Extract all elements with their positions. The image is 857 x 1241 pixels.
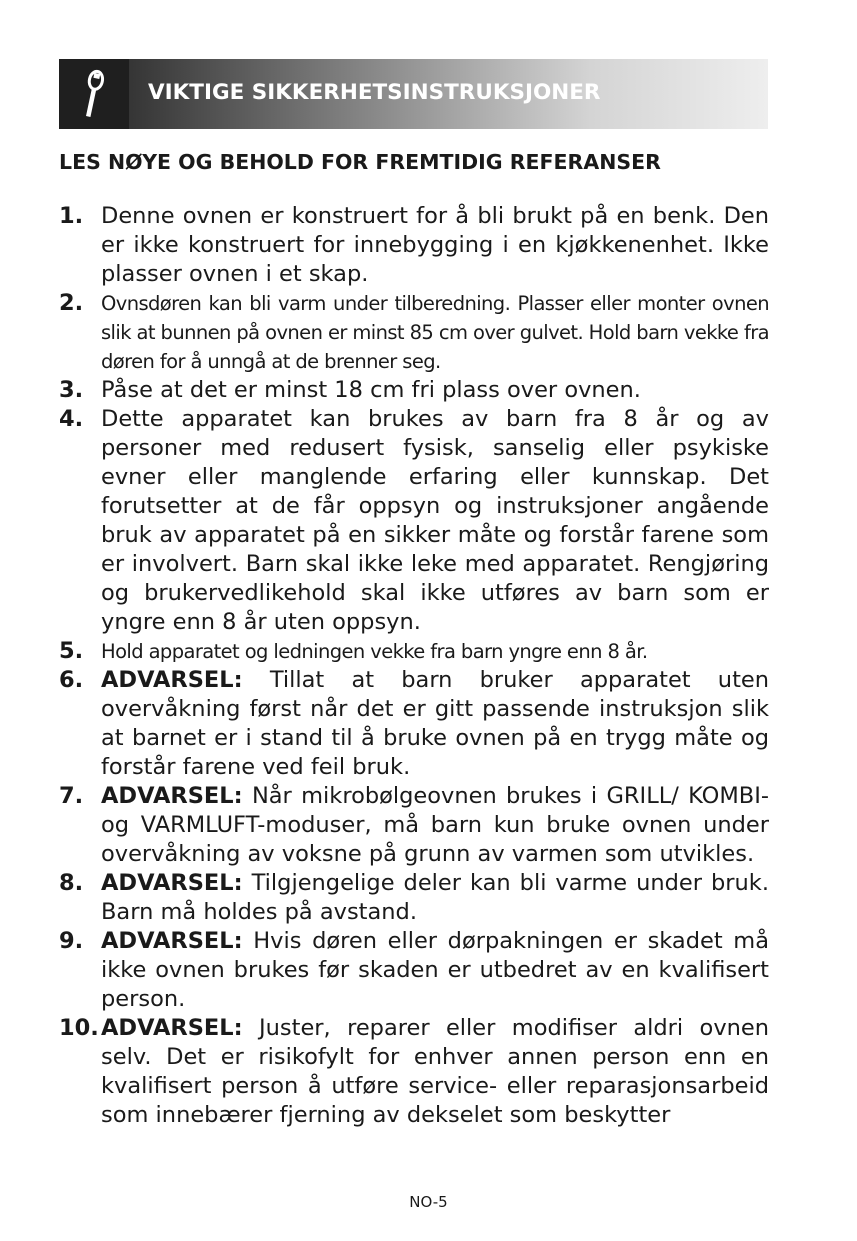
item-number: 10. (59, 1015, 99, 1041)
warning-label: ADVARSEL: (101, 928, 243, 954)
section-header (59, 59, 768, 129)
warning-label: ADVARSEL: (101, 870, 243, 896)
instruction-item-10 (59, 1014, 769, 1130)
instruction-item-3 (59, 376, 769, 405)
safety-instruction-list (59, 202, 769, 1130)
item-number: 7. (59, 783, 84, 809)
instruction-item-7 (59, 782, 769, 869)
item-text: Tilgjengelige deler kan bli varme under bruk. Barn må holdes på avstand. (101, 870, 769, 925)
item-number: 5. (59, 638, 84, 664)
item-number: 6. (59, 667, 84, 693)
item-number: 9. (59, 928, 84, 954)
header-icon-box (59, 59, 129, 129)
warning-label: ADVARSEL: (101, 667, 243, 693)
instruction-item-4 (59, 405, 769, 637)
page-number: NO-5 (409, 1193, 448, 1211)
item-number: 1. (59, 203, 84, 229)
instruction-item-2 (59, 289, 769, 376)
instruction-item-5 (59, 637, 769, 666)
item-text: Dette apparatet kan brukes av barn fra 8 år og av personer med redusert fysisk, sanselig eller psykiske evner eller manglende erfaring eller kunnskap. Det forutsetter at de får oppsyn og instruksjoner angående bruk av apparatet på en sikker måte og forstår farene som er involvert. Barn skal ikke leke med apparatet. Rengjøring og brukervedlikehold skal ikke utføres av barn som er yngre enn 8 år uten oppsyn. (101, 406, 769, 635)
item-text: Juster, reparer eller modifiser aldri ovnen selv. Det er risikofylt for enhver annen person enn en kvalifisert person å utføre service- eller reparasjonsarbeid som innebærer fjerning av dekselet som beskytter (101, 1015, 769, 1128)
item-text: Ovnsdøren kan bli varm under tilberedning. Plasser eller monter ovnen slik at bunnen på ovnen er minst 85 cm over gulvet. Hold barn vekke fra døren for å unngå at de brenner seg. (101, 292, 769, 373)
item-number: 2. (59, 290, 84, 316)
item-number: 3. (59, 377, 84, 403)
item-number: 8. (59, 870, 84, 896)
item-text: Påse at det er minst 18 cm fri plass over ovnen. (101, 377, 641, 403)
header-title: VIKTIGE SIKKERHETSINSTRUKSJONER (148, 80, 601, 105)
instruction-item-6 (59, 666, 769, 782)
item-text: Når mikrobølgeovnen brukes i GRILL/ KOMBI- og VARMLUFT-moduser, må barn kun bruke ovnen under overvåkning av voksne på grunn av varmen som utvikles. (101, 783, 769, 867)
warning-label: ADVARSEL: (101, 783, 243, 809)
instruction-item-9 (59, 927, 769, 1014)
instruction-item-8 (59, 869, 769, 927)
item-number: 4. (59, 406, 84, 432)
instruction-item-1 (59, 202, 769, 289)
item-text: Hvis døren eller dørpakningen er skadet må ikke ovnen brukes før skaden er utbedret av en kvalifisert person. (101, 928, 769, 1012)
document-subtitle: LES NØYE OG BEHOLD FOR FREMTIDIG REFERANSER (59, 150, 661, 174)
item-text: Denne ovnen er konstruert for å bli brukt på en benk. Den er ikke konstruert for innebygging i en kjøkkenenhet. Ikke plasser ovnen i et skap. (101, 203, 769, 287)
warning-label: ADVARSEL: (101, 1015, 243, 1041)
item-text: Hold apparatet og ledningen vekke fra barn yngre enn 8 år. (101, 640, 648, 663)
item-text: Tillat at barn bruker apparatet uten overvåkning først når det er gitt passende instruksjon slik at barnet er i stand til å bruke ovnen på en trygg måte og forstår farene ved feil bruk. (101, 667, 769, 780)
